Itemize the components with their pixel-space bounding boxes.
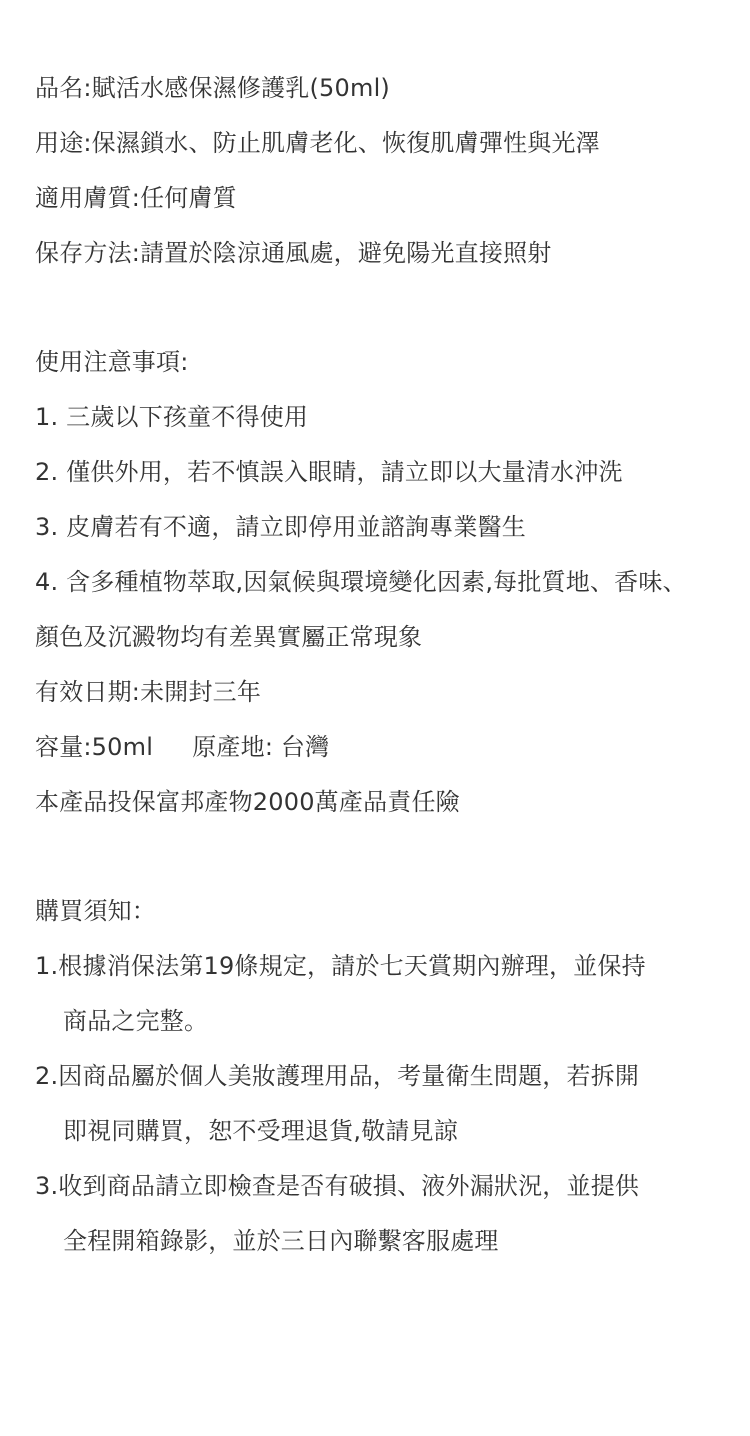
purchase-notice-item: 3.收到商品請立即檢查是否有破損、液外漏狀況，並提供: [35, 1172, 640, 1200]
insurance-info: 本產品投保富邦產物2000萬產品責任險: [35, 788, 460, 816]
purchase-notice-item-continued: 商品之完整。: [63, 1007, 209, 1035]
product-usage: 用途:保濕鎖水、防止肌膚老化、恢復肌膚彈性與光澤: [35, 129, 600, 157]
product-name: 品名:賦活水感保濕修護乳(50ml): [35, 74, 390, 102]
precaution-item: 4. 含多種植物萃取,因氣候與環境變化因素,每批質地、香味、: [35, 568, 687, 596]
purchase-notice-title: 購買須知：: [35, 897, 156, 925]
purchase-notice-item: 1.根據消保法第19條規定，請於七天賞期內辦理，並保持: [35, 952, 646, 980]
precaution-item-continued: 顏色及沉澱物均有差異實屬正常現象: [35, 623, 423, 651]
purchase-notice-item-continued: 即視同購買，恕不受理退貨,敬請見諒: [63, 1117, 459, 1145]
precaution-item: 2. 僅供外用，若不慎誤入眼睛，請立即以大量清水沖洗: [35, 458, 623, 486]
precaution-item: 1. 三歲以下孩童不得使用: [35, 403, 309, 431]
precautions-title: 使用注意事項:: [35, 348, 189, 376]
skin-type: 適用膚質:任何膚質: [35, 184, 237, 212]
purchase-notice-item: 2.因商品屬於個人美妝護理用品，考量衛生問題，若拆開: [35, 1062, 640, 1090]
capacity-origin: 容量:50ml 原產地: 台灣: [35, 733, 330, 761]
shelf-life: 有效日期:未開封三年: [35, 678, 262, 706]
precaution-item: 3. 皮膚若有不適，請立即停用並諮詢專業醫生: [35, 513, 526, 541]
storage-method: 保存方法:請置於陰涼通風處，避免陽光直接照射: [35, 239, 552, 267]
purchase-notice-item-continued: 全程開箱錄影，並於三日內聯繫客服處理: [63, 1227, 499, 1255]
